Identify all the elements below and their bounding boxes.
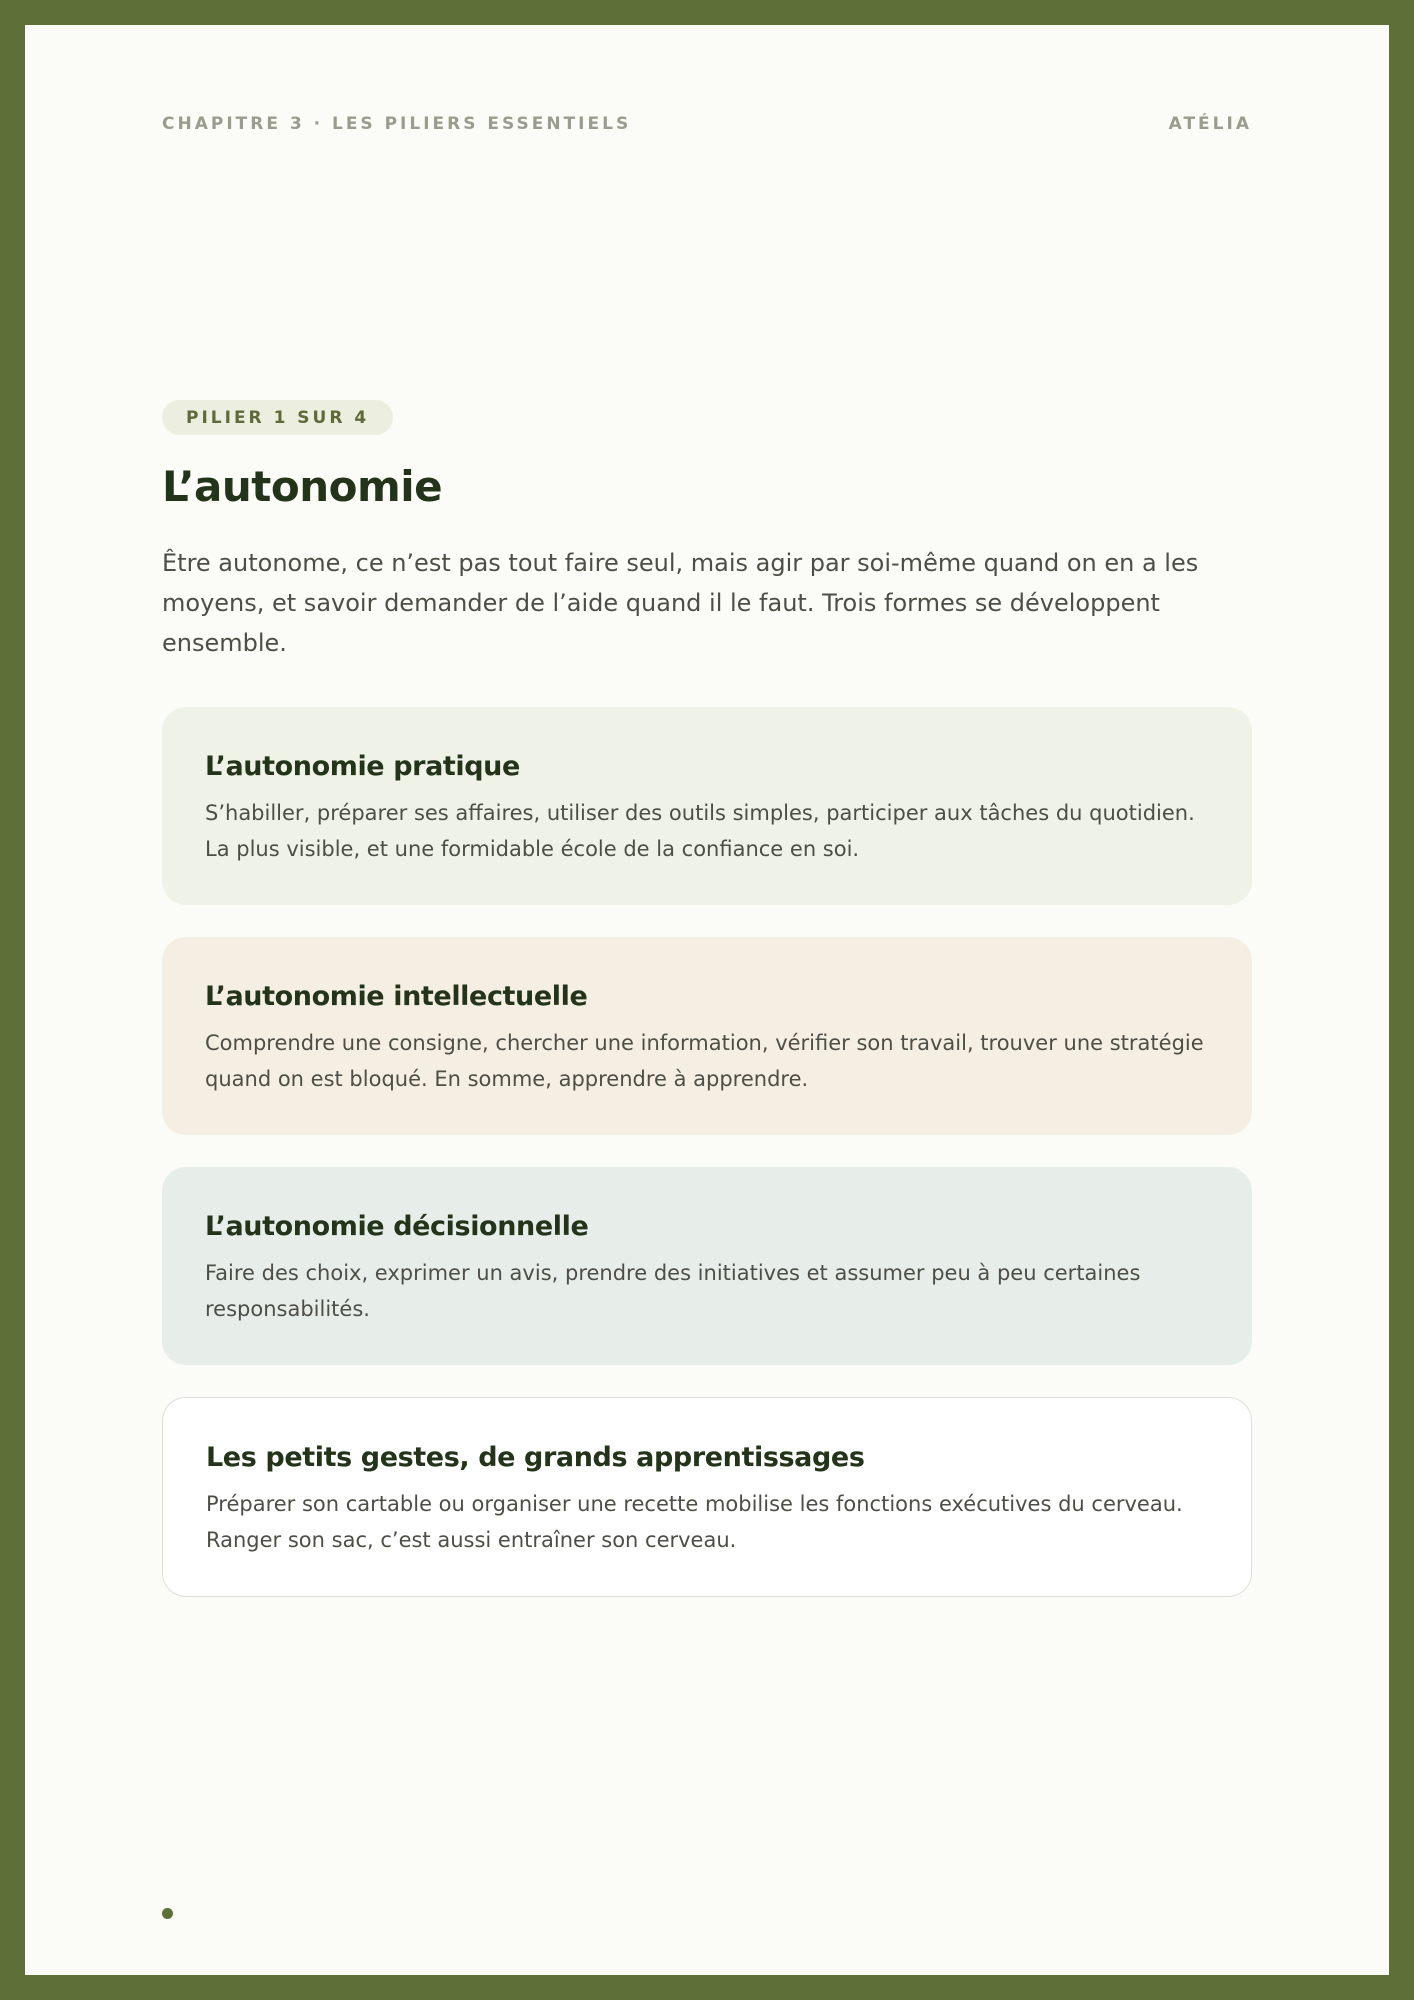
chapter-label: CHAPITRE 3 · LES PILIERS ESSENTIELS: [162, 114, 632, 134]
page-title: L’autonomie: [162, 462, 443, 511]
card-practical-autonomy: [162, 707, 1252, 905]
card-title: L’autonomie pratique: [205, 751, 520, 782]
card-text: S’habiller, préparer ses affaires, utiliser des outils simples, participer aux tâches du quotidien. La plus visible, et une formidable école de la confiance en soi.: [205, 801, 1195, 861]
card-text: Faire des choix, exprimer un avis, prendre des initiatives et assumer peu à peu certaines responsabilités.: [205, 1261, 1141, 1321]
card-decisional-autonomy: [162, 1167, 1252, 1365]
page: [25, 25, 1389, 1975]
brand-name: ATÉLIA: [1168, 114, 1252, 134]
pillar-badge: PILIER 1 SUR 4: [162, 400, 393, 435]
card-small-gestures: [162, 1397, 1252, 1597]
card-title: Les petits gestes, de grands apprentissages: [206, 1442, 865, 1473]
main-content: [162, 400, 1252, 1597]
card-text: Comprendre une consigne, chercher une information, vérifier son travail, trouver une stratégie quand on est bloqué. En somme, apprendre à apprendre.: [205, 1031, 1204, 1091]
intro-paragraph: Être autonome, ce n’est pas tout faire seul, mais agir par soi-même quand on en a les moyens, et savoir demander de l’aide quand il le faut. Trois formes se développent ensemble.: [162, 549, 1199, 657]
running-header: [162, 113, 1252, 135]
card-title: L’autonomie décisionnelle: [205, 1211, 589, 1242]
card-intellectual-autonomy: [162, 937, 1252, 1135]
footer-dot-icon: [162, 1908, 173, 1919]
card-text: Préparer son cartable ou organiser une recette mobilise les fonctions exécutives du cerveau. Ranger son sac, c’est aussi entraîner son cerveau.: [206, 1492, 1183, 1552]
card-title: L’autonomie intellectuelle: [205, 981, 588, 1012]
